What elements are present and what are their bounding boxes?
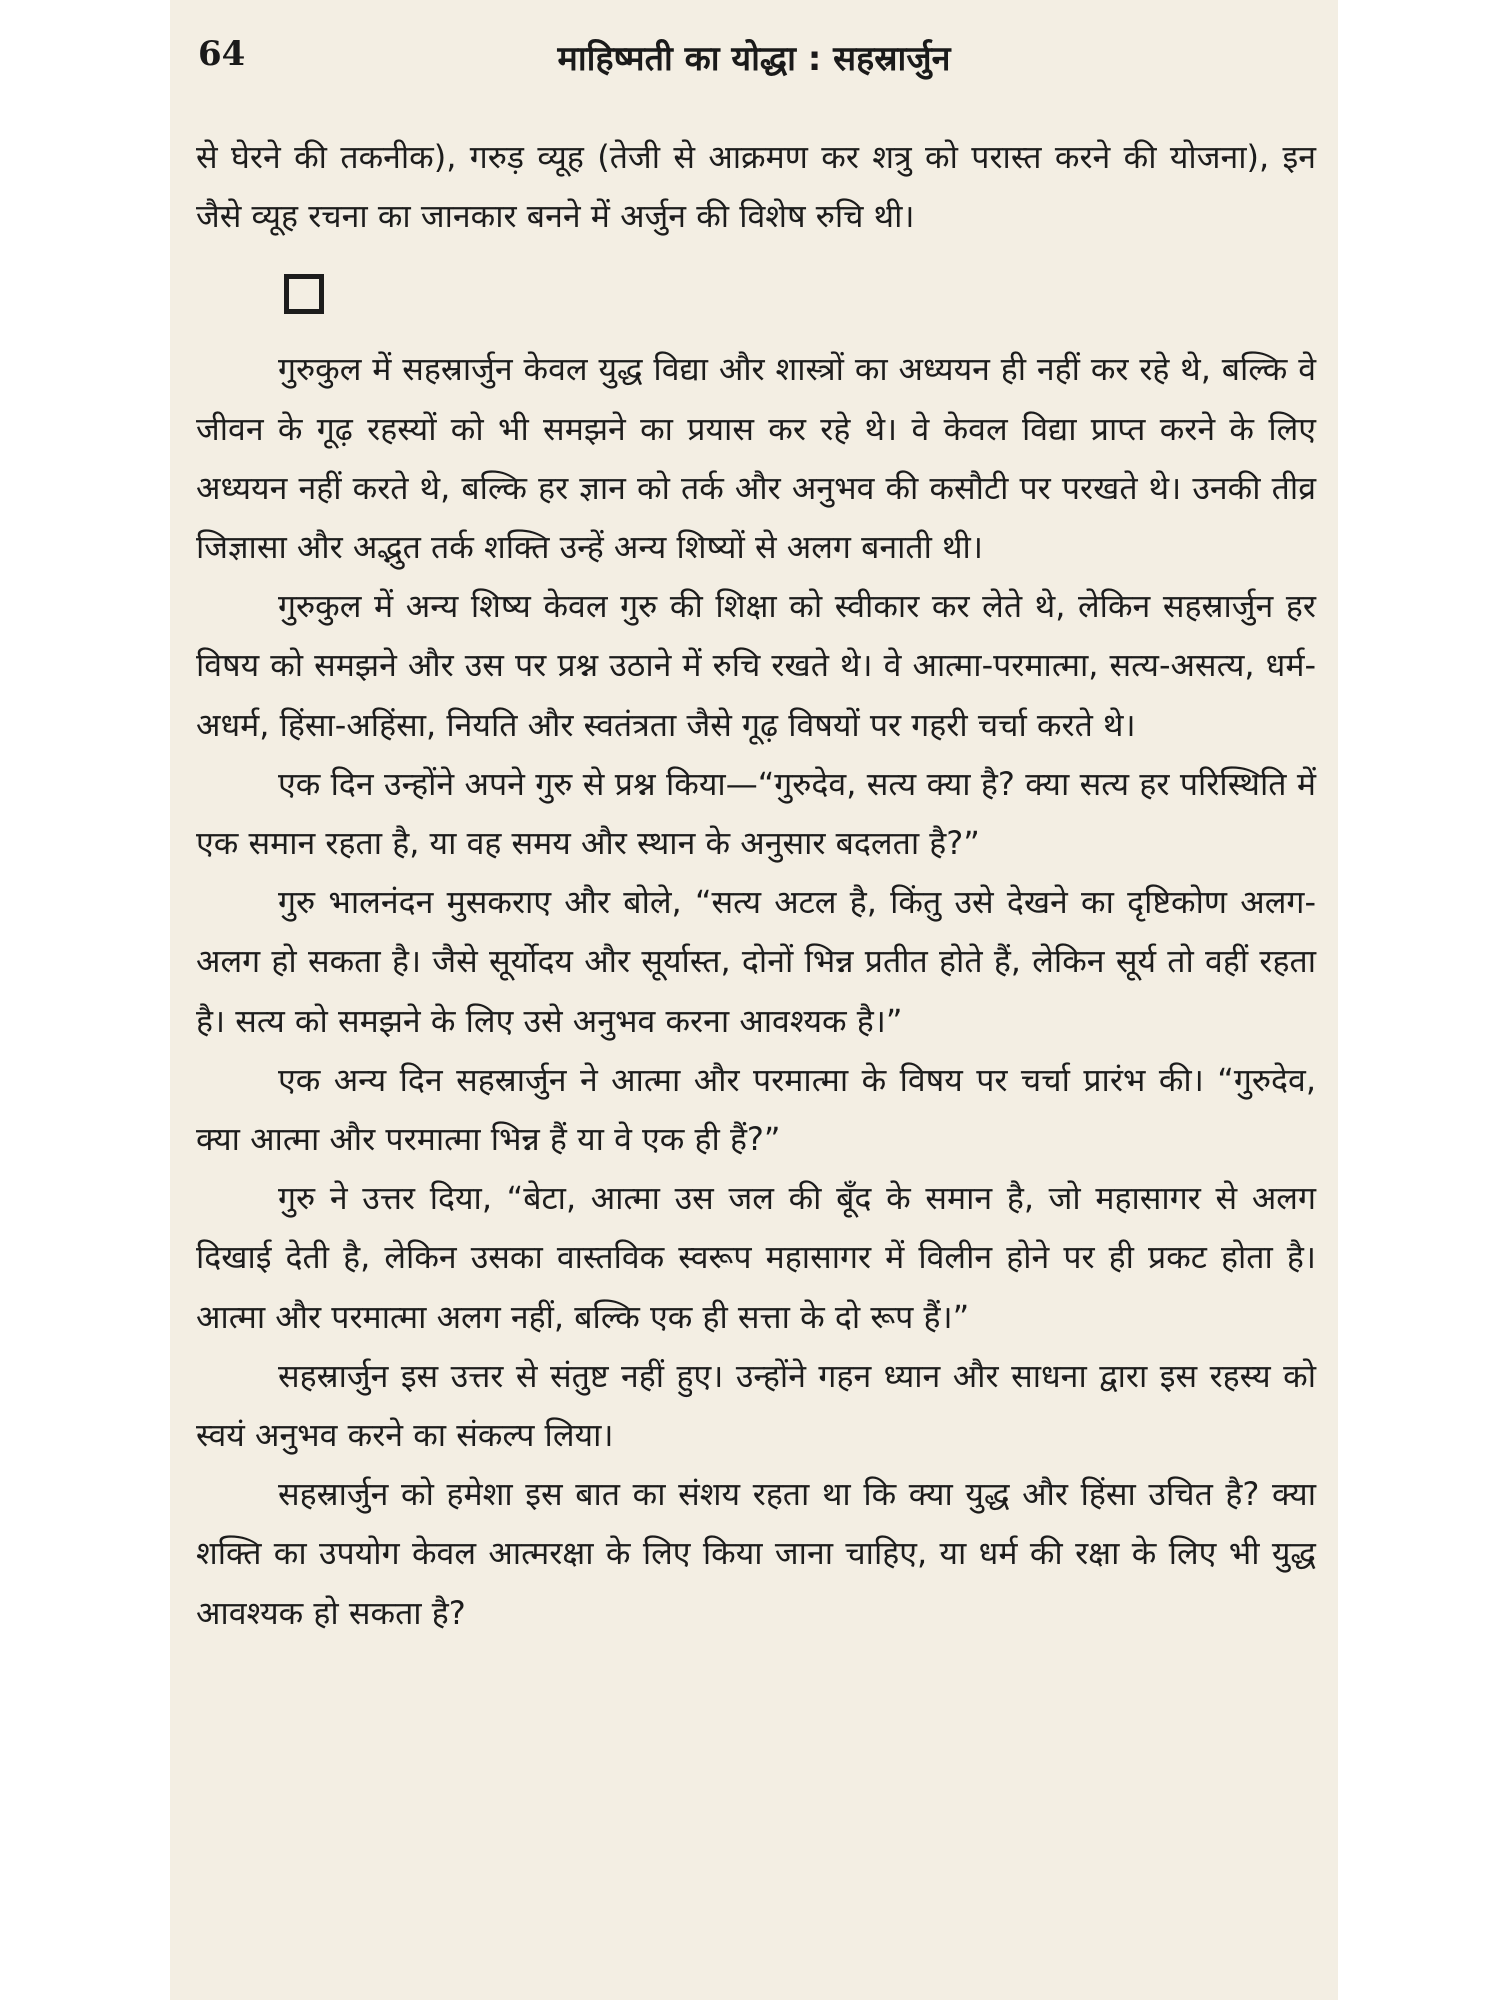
running-title: माहिष्मती का योद्धा : सहस्रार्जुन — [557, 39, 951, 79]
book-page — [170, 0, 1338, 2000]
paragraph: एक दिन उन्होंने अपने गुरु से प्रश्न किया—“गुरुदेव, सत्य क्या है? क्या सत्य हर परिस्थिति में एक समान रहता है, या वह समय और स्थान के अनुसार बदलता है?” — [196, 764, 1316, 863]
paragraph: गुरुकुल में सहस्रार्जुन केवल युद्ध विद्या और शास्त्रों का अध्ययन ही नहीं कर रहे थे, बल्कि वे जीवन के गूढ़ रहस्यों को भी समझने का प्रयास कर रहे थे। वे केवल विद्या प्राप्त करने के लिए अध्ययन नहीं करते थे, बल्कि हर ज्ञान को तर्क और अनुभव की कसौटी पर परखते थे। उनकी तीव्र जिज्ञासा और अद्भुत तर्क शक्ति उन्हें अन्य शिष्यों से अलग बनाती थी। — [196, 350, 1316, 567]
body-text — [196, 128, 1316, 1643]
page-header — [198, 34, 1310, 78]
paragraph: गुरु ने उत्तर दिया, “बेटा, आत्मा उस जल की बूँद के समान है, जो महासागर से अलग दिखाई देती है, लेकिन उसका वास्तविक स्वरूप महासागर में विलीन होने पर ही प्रकट होता है। आत्मा और परमात्मा अलग नहीं, बल्कि एक ही सत्ता के दो रूप हैं।” — [196, 1179, 1316, 1336]
paragraph: गुरु भालनंदन मुसकराए और बोले, “सत्य अटल है, किंतु उसे देखने का दृष्टिकोण अलग-अलग हो सकता है। जैसे सूर्योदय और सूर्यास्त, दोनों भिन्न प्रतीत होते हैं, लेकिन सूर्य तो वहीं रहता है। सत्य को समझने के लिए उसे अनुभव करना आवश्यक है।” — [196, 883, 1316, 1040]
section-break-square-icon — [284, 274, 324, 314]
paragraph: सहस्रार्जुन इस उत्तर से संतुष्ट नहीं हुए। उन्होंने गहन ध्यान और साधना द्वारा इस रहस्य को स्वयं अनुभव करने का संकल्प लिया। — [196, 1356, 1316, 1455]
paragraph: एक अन्य दिन सहस्रार्जुन ने आत्मा और परमात्मा के विषय पर चर्चा प्रारंभ की। “गुरुदेव, क्या आत्मा और परमात्मा भिन्न हैं या वे एक ही हैं?” — [196, 1060, 1316, 1159]
paragraph: गुरुकुल में अन्य शिष्य केवल गुरु की शिक्षा को स्वीकार कर लेते थे, लेकिन सहस्रार्जुन हर विषय को समझने और उस पर प्रश्न उठाने में रुचि रखते थे। वे आत्मा-परमात्मा, सत्य-असत्य, धर्म-अधर्म, हिंसा-अहिंसा, नियति और स्वतंत्रता जैसे गूढ़ विषयों पर गहरी चर्चा करते थे। — [196, 587, 1316, 744]
paragraph: सहस्रार्जुन को हमेशा इस बात का संशय रहता था कि क्या युद्ध और हिंसा उचित है? क्या शक्ति का उपयोग केवल आत्मरक्षा के लिए किया जाना चाहिए, या धर्म की रक्षा के लिए भी युद्ध आवश्यक हो सकता है? — [196, 1475, 1316, 1632]
page-number: 64 — [198, 34, 246, 74]
paragraph: से घेरने की तकनीक), गरुड़ व्यूह (तेजी से आक्रमण कर शत्रु को परास्त करने की योजना), इन जैसे व्यूह रचना का जानकार बनने में अर्जुन की विशेष रुचि थी। — [196, 138, 1316, 236]
